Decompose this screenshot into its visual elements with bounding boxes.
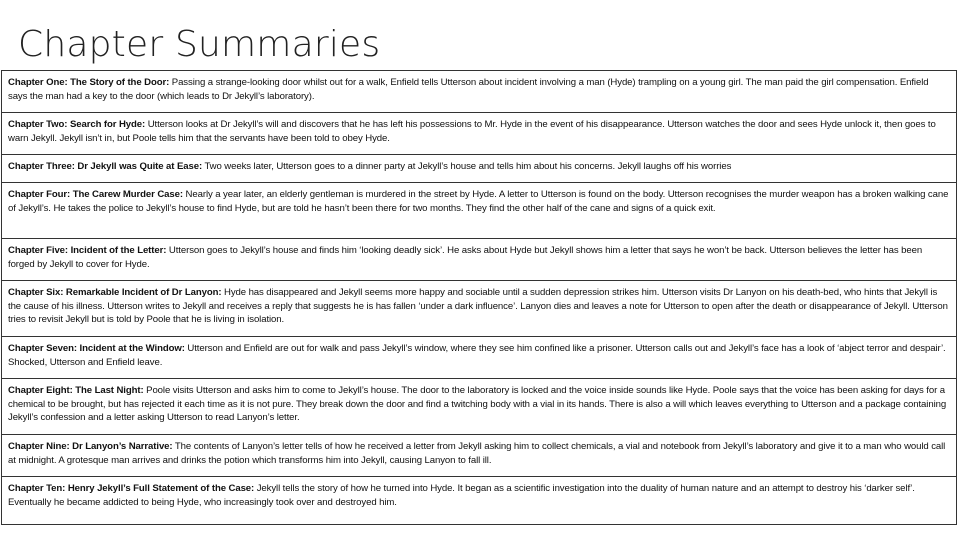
chapter-summaries-table (1, 70, 957, 525)
chapter-text: Nearly a year later, an elderly gentleman is murdered in the street by Hyde. A letter to Utterson is found on the body. Utterson recognises the murder weapon has a broken walking cane of Jekyll’s. He takes the police to Jekyll’s house to find Hyde, but are told he hasn’t been there for two months. They find the other half of the cane and signs of a quick exit. (8, 189, 949, 214)
chapter-summary-cell (2, 337, 957, 379)
chapter-heading: Chapter Three: Dr Jekyll was Quite at Ease: (8, 161, 203, 172)
chapter-text: Poole visits Utterson and asks him to come to Jekyll’s house. The door to the laboratory is locked and the voice inside sounds like Hyde. Poole says that the voice has been asking for days for a chemical to be brought, but has rejected it each time as it is not pure. They break down the door and find a twitching body with a vial in its hands. There is also a will which leaves everything to Utterson and a package containing Jekyll’s confession and a letter asking Utterson to read Lanyon’s letter. (8, 385, 947, 423)
table-row (2, 183, 957, 239)
chapter-summary-cell (2, 183, 957, 239)
table-row (2, 281, 957, 337)
chapter-heading: Chapter Six: Remarkable Incident of Dr Lanyon: (8, 287, 222, 298)
chapter-heading: Chapter Eight: The Last Night: (8, 385, 144, 396)
page-title: Chapter Summaries (18, 24, 381, 65)
chapter-text: Utterson and Enfield are out for walk and pass Jekyll’s window, where they see him confined like a prisoner. Utterson calls out and Jekyll’s face has a look of ‘abject terror and despair’. Shocked, Utterson and Enfield leave. (8, 343, 946, 368)
chapter-text: Jekyll tells the story of how he turned into Hyde. It began as a scientific investigation into the duality of human nature and an attempt to destroy his ‘darker self’. Eventually he became addicted to being Hyde, who increasingly took over and destroyed him. (8, 483, 915, 508)
chapter-text: Two weeks later, Utterson goes to a dinner party at Jekyll’s house and tells him about his concerns. Jekyll laughs off his worries (202, 161, 732, 172)
chapter-heading: Chapter Four: The Carew Murder Case: (8, 189, 183, 200)
chapter-summary-cell (2, 435, 957, 477)
chapter-summary-cell (2, 155, 957, 183)
table-row (2, 113, 957, 155)
chapter-text: Passing a strange-looking door whilst out for a walk, Enfield tells Utterson about incident involving a man (Hyde) trampling on a young girl. The man paid the girl compensation. Enfield says the man had a key to the door (which leads to Dr Jekyll’s laboratory). (8, 77, 929, 102)
chapter-text: Utterson looks at Dr Jekyll’s will and discovers that he has left his possessions to Mr. Hyde in the event of his disappearance. Utterson watches the door and sees Hyde unlock it, then goes to warn Jekyll. Jekyll isn’t in, but Poole tells him that the servants have been told to obey Hyde. (8, 119, 936, 144)
table-row (2, 379, 957, 435)
chapter-heading: Chapter Nine: Dr Lanyon’s Narrative: (8, 441, 173, 452)
chapter-heading: Chapter Five: Incident of the Letter: (8, 245, 167, 256)
chapter-summary-cell (2, 113, 957, 155)
table-row (2, 155, 957, 183)
table-row (2, 71, 957, 113)
chapter-text: Utterson goes to Jekyll’s house and finds him ‘looking deadly sick’. He asks about Hyde but Jekyll shows him a letter that says he won’t be back. Utterson believes the letter has been forged by Jekyll to cover for Hyde. (8, 245, 923, 270)
table-row (2, 337, 957, 379)
chapter-summary-cell (2, 71, 957, 113)
chapter-heading: Chapter Ten: Henry Jekyll’s Full Statement of the Case: (8, 483, 255, 494)
table-row (2, 435, 957, 477)
chapter-summary-cell (2, 281, 957, 337)
chapter-text: The contents of Lanyon’s letter tells of how he received a letter from Jekyll asking him to collect chemicals, a vial and notebook from Jekyll’s laboratory and give it to a man who would call at midnight. A grotesque man arrives and drinks the potion which transforms him into Jekyll, causing Lanyon to fall ill. (8, 441, 946, 466)
chapter-heading: Chapter Seven: Incident at the Window: (8, 343, 185, 354)
chapter-summary-cell (2, 379, 957, 435)
chapter-heading: Chapter One: The Story of the Door: (8, 77, 170, 88)
chapter-summary-cell (2, 239, 957, 281)
table-row (2, 477, 957, 525)
chapter-heading: Chapter Two: Search for Hyde: (8, 119, 146, 130)
table-row (2, 239, 957, 281)
chapter-text: Hyde has disappeared and Jekyll seems more happy and sociable until a sudden depression strikes him. Utterson visits Dr Lanyon on his death-bed, who hints that Jekyll is the cause of his illness. Utterson writes to Jekyll and receives a reply that suggests he is has fallen ‘under a dark influence’. Lanyon dies and leaves a note for Utterson to open after the death or disappearance of Jekyll. Utterson tries to revisit Jekyll but is told by Poole that he is living in isolation. (8, 287, 948, 325)
chapter-summary-cell (2, 477, 957, 525)
